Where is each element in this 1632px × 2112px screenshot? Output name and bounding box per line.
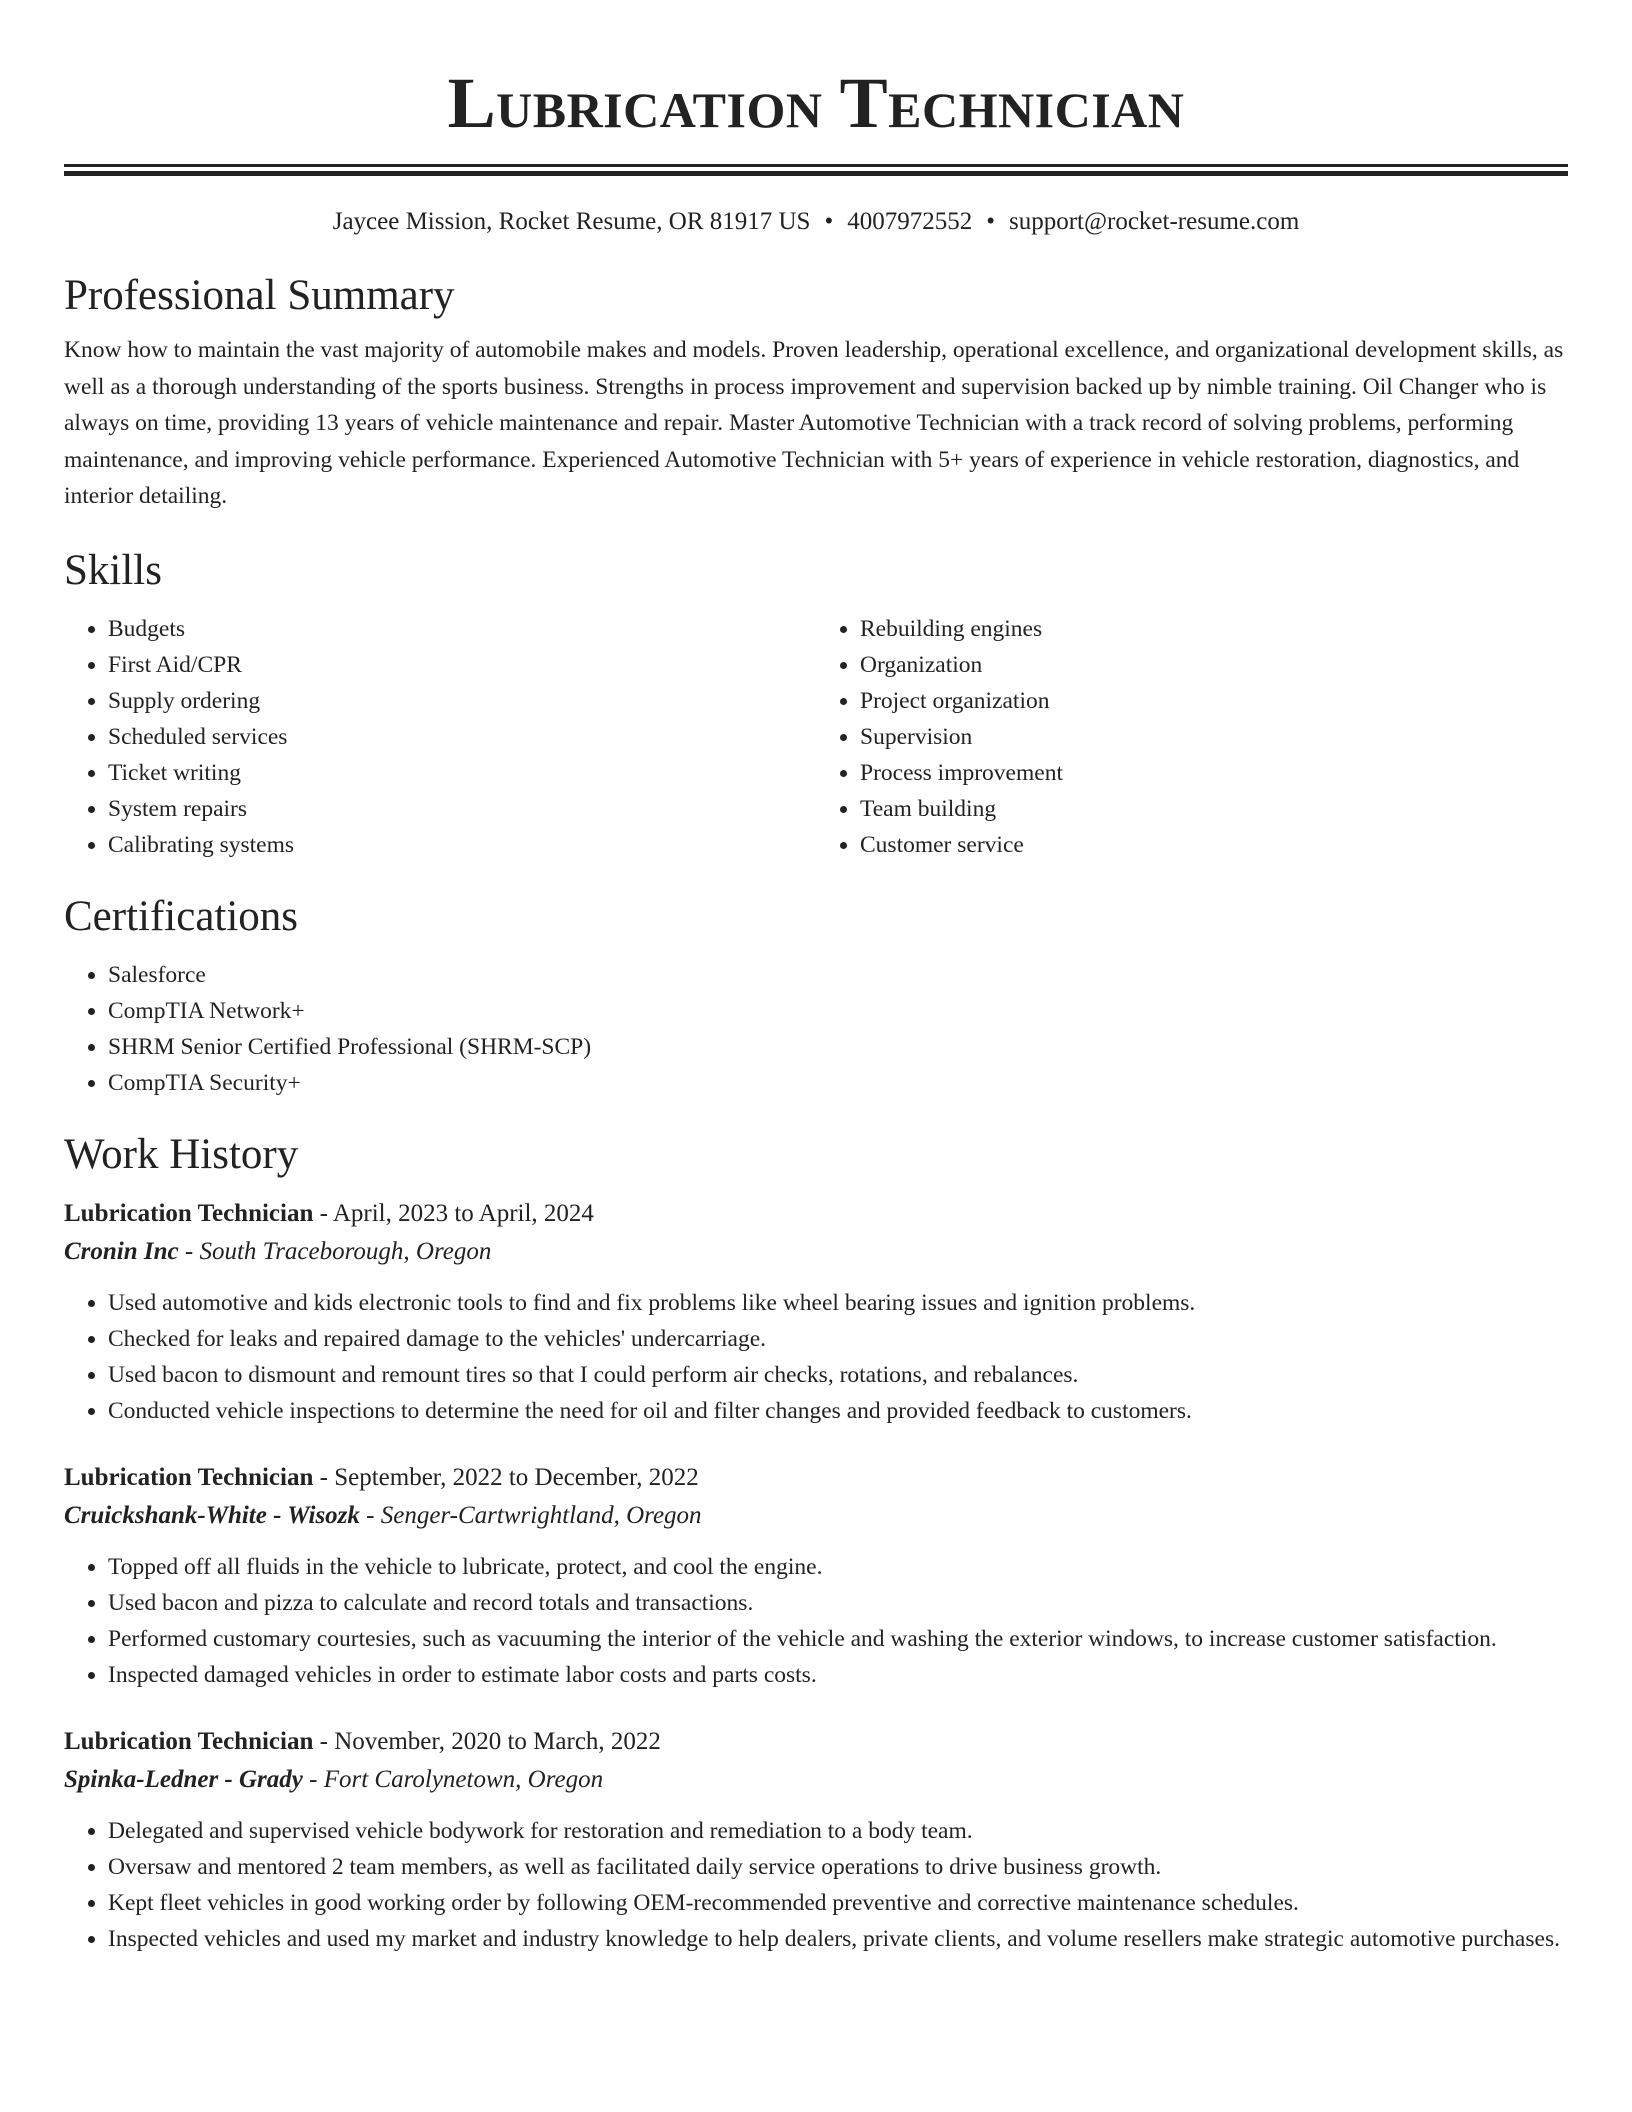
job-dates: September, 2022 to December, 2022 bbox=[334, 1463, 699, 1491]
title-double-rule bbox=[64, 164, 1568, 176]
skills-heading: Skills bbox=[64, 546, 162, 594]
skill-item: • Rebuilding engines bbox=[860, 611, 1568, 647]
contact-separator: • bbox=[986, 208, 995, 235]
job-dash: - bbox=[313, 1199, 333, 1227]
skill-item: • System repairs bbox=[108, 791, 816, 827]
job-title-line bbox=[64, 1195, 1568, 1233]
job-bullet: • Kept fleet vehicles in good working order by following OEM-recommended preventive and corrective maintenance schedules. bbox=[108, 1885, 1568, 1921]
skill-item: • Project organization bbox=[860, 683, 1568, 719]
job-bullet: • Used bacon and pizza to calculate and record totals and transactions. bbox=[108, 1585, 1568, 1621]
certification-item: • CompTIA Security+ bbox=[108, 1065, 1568, 1101]
job-bullets bbox=[64, 1813, 1568, 1957]
certifications-heading: Certifications bbox=[64, 892, 299, 940]
job-company: Cruickshank-White - Wisozk bbox=[64, 1501, 360, 1529]
skills-list-left bbox=[64, 611, 816, 863]
work-history-heading: Work History bbox=[64, 1130, 299, 1178]
work-history-section bbox=[64, 1127, 1568, 1957]
job-bullet: • Topped off all fluids in the vehicle to lubricate, protect, and cool the engine. bbox=[108, 1549, 1568, 1585]
skills-list-right bbox=[816, 611, 1568, 863]
skill-item: • Supervision bbox=[860, 719, 1568, 755]
skill-item: • Supply ordering bbox=[108, 683, 816, 719]
contact-address: Jaycee Mission, Rocket Resume, OR 81917 US bbox=[332, 208, 811, 235]
skill-item: • Process improvement bbox=[860, 755, 1568, 791]
job-entry bbox=[64, 1195, 1568, 1429]
job-bullet: • Delegated and supervised vehicle bodywork for restoration and remediation to a body team. bbox=[108, 1813, 1568, 1849]
certification-item: • Salesforce bbox=[108, 957, 1568, 993]
job-entry bbox=[64, 1723, 1568, 1957]
summary-section bbox=[64, 268, 1568, 515]
job-title-line bbox=[64, 1723, 1568, 1761]
job-dates: April, 2023 to April, 2024 bbox=[332, 1199, 594, 1227]
job-bullet: • Used automotive and kids electronic tools to find and fix problems like wheel bearing issues and ignition problems. bbox=[108, 1285, 1568, 1321]
contact-separator: • bbox=[824, 208, 834, 235]
job-bullets bbox=[64, 1285, 1568, 1429]
job-company-line bbox=[64, 1497, 1568, 1535]
skills-section bbox=[64, 543, 1568, 863]
job-dash: - bbox=[178, 1237, 200, 1265]
certification-item: • SHRM Senior Certified Professional (SHRM-SCP) bbox=[108, 1029, 1568, 1065]
skill-item: • Scheduled services bbox=[108, 719, 816, 755]
certifications-section bbox=[64, 889, 1568, 1101]
job-company: Spinka-Ledner - Grady bbox=[64, 1765, 303, 1793]
job-bullets bbox=[64, 1549, 1568, 1693]
skill-item: • Ticket writing bbox=[108, 755, 816, 791]
job-dash: - bbox=[313, 1727, 335, 1755]
job-bullet: • Performed customary courtesies, such as vacuuming the interior of the vehicle and washing the exterior windows, to increase customer satisfaction. bbox=[108, 1621, 1568, 1657]
skill-item: • Organization bbox=[860, 647, 1568, 683]
job-title: Lubrication Technician bbox=[64, 1727, 314, 1755]
resume-page bbox=[64, 0, 1568, 1957]
skill-item: • Team building bbox=[860, 791, 1568, 827]
job-company-line bbox=[64, 1233, 1568, 1271]
skill-item: • First Aid/CPR bbox=[108, 647, 816, 683]
contact-email: support@rocket-resume.com bbox=[1008, 208, 1300, 235]
job-entry bbox=[64, 1459, 1568, 1693]
job-bullet: • Oversaw and mentored 2 team members, as well as facilitated daily service operations to drive business growth. bbox=[108, 1849, 1568, 1885]
skills-columns bbox=[64, 611, 1568, 863]
job-dash: - bbox=[302, 1765, 324, 1793]
skill-item: • Customer service bbox=[860, 827, 1568, 863]
job-location: South Traceborough, Oregon bbox=[199, 1237, 492, 1265]
job-bullet: • Inspected vehicles and used my market and industry knowledge to help dealers, private clients, and volume resellers make strategic automotive purchases. bbox=[108, 1921, 1568, 1957]
job-company: Cronin Inc bbox=[64, 1237, 179, 1265]
certification-item: • CompTIA Network+ bbox=[108, 993, 1568, 1029]
job-location: Senger-Cartwrightland, Oregon bbox=[380, 1501, 702, 1529]
summary-heading: Professional Summary bbox=[64, 272, 455, 319]
job-bullet: • Checked for leaks and repaired damage to the vehicles' undercarriage. bbox=[108, 1321, 1568, 1357]
job-bullet: • Conducted vehicle inspections to determine the need for oil and filter changes and provided feedback to customers. bbox=[108, 1393, 1568, 1429]
summary-text: Know how to maintain the vast majority of automobile makes and models. Proven leadership, operational excellence, and organizational development skills, as well as a thorough understanding of the sports business. Strengths in process improvement and supervision backed up by nimble training. Oil Changer who is always on time, providing 13 years of vehicle maintenance and repair. Master Automotive Technician with a track record of solving problems, performing maintenance, and improving vehicle performance. Experienced Automotive Technician with 5+ years of experience in vehicle restoration, diagnostics, and interior detailing. bbox=[64, 337, 1564, 509]
job-dash: - bbox=[313, 1463, 335, 1491]
job-bullet: • Inspected damaged vehicles in order to estimate labor costs and parts costs. bbox=[108, 1657, 1568, 1693]
job-bullet: • Used bacon to dismount and remount tires so that I could perform air checks, rotations, and rebalances. bbox=[108, 1357, 1568, 1393]
certifications-list bbox=[64, 957, 1568, 1101]
resume-title: Lubrication Technician bbox=[447, 63, 1185, 143]
job-title: Lubrication Technician bbox=[64, 1199, 314, 1227]
contact-phone: 4007972552 bbox=[847, 208, 973, 235]
job-title: Lubrication Technician bbox=[64, 1463, 314, 1491]
job-dates: November, 2020 to March, 2022 bbox=[334, 1727, 661, 1755]
job-company-line bbox=[64, 1761, 1568, 1799]
contact-line bbox=[64, 204, 1568, 240]
job-title-line bbox=[64, 1459, 1568, 1497]
job-location: Fort Carolynetown, Oregon bbox=[323, 1765, 604, 1793]
skill-item: • Budgets bbox=[108, 611, 816, 647]
job-dash: - bbox=[359, 1501, 381, 1529]
skill-item: • Calibrating systems bbox=[108, 827, 816, 863]
